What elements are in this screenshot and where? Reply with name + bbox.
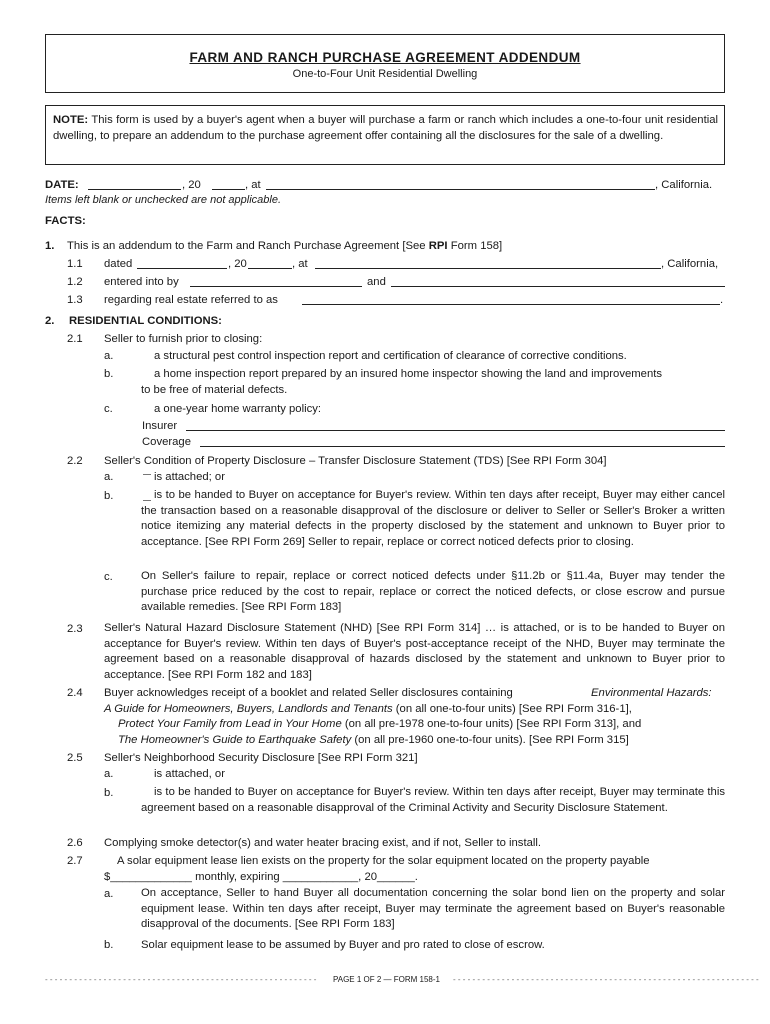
note-label: NOTE: bbox=[53, 114, 89, 126]
s1-2-label: entered into by bbox=[104, 276, 179, 288]
s2-4-line3-text: (on all pre-1978 one-to-four units) [See RPI Form 313], and bbox=[341, 718, 642, 730]
s2-3-num: 2.3 bbox=[67, 623, 83, 635]
s2-4-line4-italic: The Homeowner's Guide to Earthquake Safety bbox=[118, 734, 352, 746]
s2-7-num: 2.7 bbox=[67, 855, 83, 867]
s2-1-c-text: a one-year home warranty policy: bbox=[154, 403, 322, 415]
s2-2-b-body: is to be handed to Buyer on acceptance for Buyer's review. Within ten days after receipt, Buyer may either cancel the transaction based on a reasonable disapproval of the disclosure or deliver to Seller or Seller's Broker a written notice itemizing any material defects in the property disclosed by the statement and unknown to Buyer prior to acceptance. [See RPI Form 269] Seller to repair, replace or correct noticed defects prior to closing. bbox=[141, 489, 725, 548]
s2-1-text: Seller to furnish prior to closing: bbox=[104, 333, 263, 345]
s2-3-text: Seller's Natural Hazard Disclosure Statement (NHD) [See RPI Form 314] … is attached, or is to be handed to Buyer on acceptance for Buyer's review. Within ten days of Buyer's post-acceptance receipt of the NHD, Buyer may terminate the agreement based on a reasonable disapproval of hazards disclosed by the statement and unknown to Buyer prior to acceptance. [See RPI Form 182 and 183] bbox=[104, 622, 725, 681]
s2-2-b-letter: b. bbox=[104, 490, 114, 502]
s2-1-b-letter: b. bbox=[104, 368, 114, 380]
s2-2-a-checkbox[interactable] bbox=[143, 473, 151, 475]
s2-5-text: Seller's Neighborhood Security Disclosure [See RPI Form 321] bbox=[104, 752, 418, 764]
s2-7-b-letter: b. bbox=[104, 939, 114, 951]
s1-3-label: regarding real estate referred to as bbox=[104, 294, 278, 306]
section2-heading: RESIDENTIAL CONDITIONS: bbox=[69, 315, 222, 327]
section2-num: 2. bbox=[45, 315, 55, 327]
s2-2-a-letter: a. bbox=[104, 471, 114, 483]
date-at: , at bbox=[245, 179, 261, 191]
s1-1-at: , at bbox=[292, 258, 308, 270]
form-title: FARM AND RANCH PURCHASE AGREEMENT ADDENDUM bbox=[189, 50, 581, 65]
s1-3-property-field[interactable] bbox=[302, 304, 720, 305]
blank-hint: Items left blank or unchecked are not applicable. bbox=[45, 194, 282, 206]
s2-1-c-letter: c. bbox=[104, 403, 113, 415]
facts-heading: FACTS: bbox=[45, 215, 86, 227]
date-label: DATE: bbox=[45, 179, 79, 191]
date-field[interactable] bbox=[88, 189, 181, 190]
section1-text-b: Form 158] bbox=[447, 240, 503, 252]
date-year-field[interactable] bbox=[212, 189, 245, 190]
insurer-field[interactable] bbox=[186, 430, 725, 431]
s2-1-b-text1: a home inspection report prepared by an insured home inspector showing the land and improvements bbox=[154, 368, 663, 380]
s1-1-year: , 20 bbox=[228, 258, 247, 270]
rpi-label: RPI bbox=[428, 240, 448, 252]
s2-4-line2 bbox=[104, 702, 632, 716]
s1-2-party1-field[interactable] bbox=[190, 286, 362, 287]
s2-6-num: 2.6 bbox=[67, 837, 83, 849]
s2-7-b-text: Solar equipment lease to be assumed by Buyer and pro rated to close of escrow. bbox=[141, 939, 545, 951]
coverage-field[interactable] bbox=[200, 446, 725, 447]
s1-3-num: 1.3 bbox=[67, 294, 83, 306]
s2-5-b-letter: b. bbox=[104, 787, 114, 799]
s2-7-a-letter: a. bbox=[104, 888, 114, 900]
s2-2-b-text bbox=[141, 488, 725, 550]
s2-7-line2: $_____________ monthly, expiring ____________, 20______. bbox=[104, 871, 418, 883]
date-state: , California. bbox=[655, 179, 713, 191]
s2-7-a-text: On acceptance, Seller to hand Buyer all documentation concerning the solar bond lien on the property and solar equipment lease. Within ten days after receipt, Buyer may terminate the agreement based on Buyer's reasonable disapproval of the documents. [See RPI Form 183] bbox=[141, 887, 725, 930]
s2-2-a-text: is attached; or bbox=[154, 471, 225, 483]
s2-1-a-letter: a. bbox=[104, 350, 114, 362]
footer-dashes-right: - - - - - - - - - - - - - - - - - - - - - - - - - - - - - - - - - - - - - - - - - - - - - - - - - - - - - - - - - - - - - - - bbox=[453, 975, 759, 984]
s2-5-a-text: is attached, or bbox=[154, 768, 225, 780]
section1-text-a: This is an addendum to the Farm and Ranch Purchase Agreement [See bbox=[67, 240, 429, 252]
s2-6-text: Complying smoke detector(s) and water heater bracing exist, and if not, Seller to install. bbox=[104, 837, 542, 849]
section1-num: 1. bbox=[45, 240, 55, 252]
s2-4-line1-italic: Environmental Hazards: bbox=[591, 687, 712, 699]
s2-7-text: A solar equipment lease lien exists on the property for the solar equipment located on the property payable bbox=[117, 855, 650, 867]
s1-1-date-field[interactable] bbox=[137, 268, 227, 269]
s2-5-b-body: is to be handed to Buyer on acceptance for Buyer's review. Within ten days after receipt, Buyer may terminate this agreement based on a reasonable disapproval of the Criminal Activity and Security Disclosure Statement. bbox=[141, 786, 725, 814]
s2-5-num: 2.5 bbox=[67, 752, 83, 764]
s2-4-line1 bbox=[104, 686, 513, 700]
insurer-label: Insurer bbox=[142, 420, 178, 432]
s2-5-a-letter: a. bbox=[104, 768, 114, 780]
s1-1-label: dated bbox=[104, 258, 133, 270]
footer-text: PAGE 1 OF 2 — FORM 158-1 bbox=[333, 975, 440, 984]
date-location-field[interactable] bbox=[266, 189, 655, 190]
s2-2-num: 2.2 bbox=[67, 455, 83, 467]
s2-4-line2-italic: A Guide for Homeowners, Buyers, Landlords and Tenants bbox=[104, 703, 393, 715]
note-body: This form is used by a buyer's agent when a buyer will purchase a farm or ranch which includes a one-to-four unit residential dwelling, to prepare an addendum to the purchase agreement offer containing all the disclosures for the sale of a dwelling. bbox=[53, 114, 719, 142]
s2-2-c-letter: c. bbox=[104, 571, 113, 583]
s2-4-line4-text: (on all pre-1960 one-to-four units). [See RPI Form 315] bbox=[351, 734, 629, 746]
s2-4-num: 2.4 bbox=[67, 687, 83, 699]
form-subtitle: One-to-Four Unit Residential Dwelling bbox=[292, 68, 478, 80]
s1-1-num: 1.1 bbox=[67, 258, 83, 270]
s2-4-line1-text: Buyer acknowledges receipt of a booklet and related Seller disclosures containing bbox=[104, 687, 513, 699]
s2-4-line2-text: (on all one-to-four units) [See RPI Form 316-1], bbox=[392, 703, 632, 715]
s1-3-end: . bbox=[720, 294, 724, 306]
s2-1-a-text: a structural pest control inspection report and certification of clearance of corrective conditions. bbox=[154, 350, 627, 362]
s2-2-text: Seller's Condition of Property Disclosure – Transfer Disclosure Statement (TDS) [See RPI Form 304] bbox=[104, 455, 607, 467]
section1-text bbox=[67, 239, 502, 253]
s2-1-num: 2.1 bbox=[67, 333, 83, 345]
s2-4-line4 bbox=[118, 733, 629, 747]
s1-1-state: , California, bbox=[661, 258, 719, 270]
date-year-prefix: , 20 bbox=[182, 179, 201, 191]
s2-2-c-text: On Seller's failure to repair, replace or correct noticed defects under §11.2b or §11.4a, Buyer may tender the purchase price reduced by the cost to repair, replace or correct the noticed defects, or close escrow and pursue available remedies. [See RPI Form 183] bbox=[141, 570, 725, 613]
s2-4-line3-italic: Protect Your Family from Lead in Your Home bbox=[118, 718, 342, 730]
footer-dashes-left: - - - - - - - - - - - - - - - - - - - - - - - - - - - - - - - - - - - - - - - - - - - - - - - - - - - - - - - - bbox=[45, 975, 317, 984]
s1-2-num: 1.2 bbox=[67, 276, 83, 288]
coverage-label: Coverage bbox=[142, 436, 191, 448]
s2-5-b-text bbox=[141, 785, 725, 816]
s2-1-b-text2: to be free of material defects. bbox=[141, 384, 288, 396]
s1-1-location-field[interactable] bbox=[315, 268, 661, 269]
note-text bbox=[53, 113, 718, 144]
s1-2-and: and bbox=[367, 276, 386, 288]
s1-1-year-field[interactable] bbox=[248, 268, 292, 269]
s2-4-line3 bbox=[118, 717, 641, 731]
s1-2-party2-field[interactable] bbox=[391, 286, 725, 287]
